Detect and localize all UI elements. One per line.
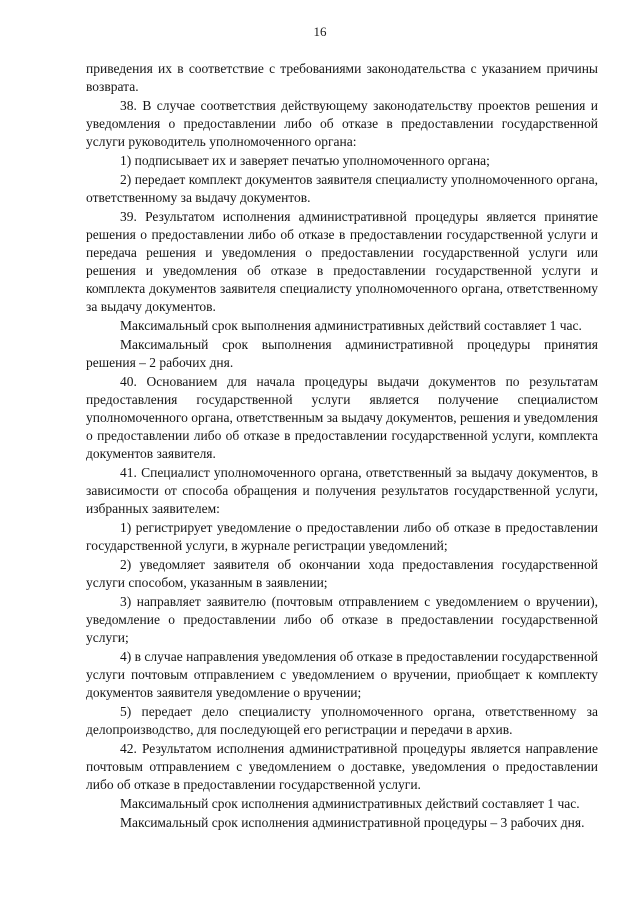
paragraph-39: 39. Результатом исполнения административной процедуры является принятие решения о предоставлении либо об отказе в предоставлении государственной услуги и передача решения и уведомления о предоставлении государственной услуги или решения и уведомления об отказе в предоставлении государственной услуги и комплекта документов заявителя специалисту уполномоченного органа, ответственному за выдачу документов. [86,209,598,314]
list-item-38-2: 2) передает комплект документов заявителя специалисту уполномоченного органа, ответственному за выдачу документов. [86,172,598,205]
paragraph-40: 40. Основанием для начала процедуры выдачи документов по результатам предоставления государственной услуги является получение специалистом уполномоченного органа, ответственным за выдачу документов, решения и уведомления о предоставлении либо об отказе в предоставлении государственной услуги, комплекта документов заявителя. [86,374,598,461]
page-number: 16 [313,24,327,39]
paragraph-42: 42. Результатом исполнения административной процедуры является направление почтовым отправлением с уведомлением о доставке, уведомления о предоставлении либо об отказе в предоставлении государственной услуги. [86,741,598,792]
paragraph-42-time-procedure: Максимальный срок исполнения административной процедуры – 3 рабочих дня. [120,815,585,830]
paragraph-42-time-actions: Максимальный срок исполнения административных действий составляет 1 час. [120,796,580,811]
list-item-38-1: 1) подписывает их и заверяет печатью уполномоченного органа; [120,153,490,168]
list-item-41-3: 3) направляет заявителю (почтовым отправлением с уведомлением о вручении), уведомление о предоставлении либо об отказе в предоставлении государственной услуги; [86,594,598,645]
list-item-41-1: 1) регистрирует уведомление о предоставлении либо об отказе в предоставлении государственной услуги, в журнале регистрации уведомлений; [86,520,598,553]
paragraph-39-time-actions: Максимальный срок выполнения административных действий составляет 1 час. [120,318,582,333]
paragraph-38: 38. В случае соответствия действующему законодательству проектов решения и уведомления о предоставлении либо об отказе в предоставлении государственной услуги руководитель уполномоченного органа: [86,98,598,149]
document-body [86,60,598,833]
list-item-41-2: 2) уведомляет заявителя об окончании хода предоставления государственной услуги способом, указанным в заявлении; [86,557,598,590]
paragraph-39-time-procedure: Максимальный срок выполнения административной процедуры принятия решения – 2 рабочих дня. [86,337,598,370]
list-item-41-5: 5) передает дело специалисту уполномоченного органа, ответственному за делопроизводство, для последующей его регистрации и передачи в архив. [86,704,598,737]
paragraph-continuation: приведения их в соответствие с требованиями законодательства с указанием причины возврата. [86,61,598,94]
paragraph-41: 41. Специалист уполномоченного органа, ответственный за выдачу документов, в зависимости от способа обращения и получения результатов государственной услуги, избранных заявителем: [86,465,598,516]
list-item-41-4: 4) в случае направления уведомления об отказе в предоставлении государственной услуги почтовым отправлением с уведомлением о вручении, приобщает к комплекту документов заявителя уведомление о вручении; [86,649,598,700]
